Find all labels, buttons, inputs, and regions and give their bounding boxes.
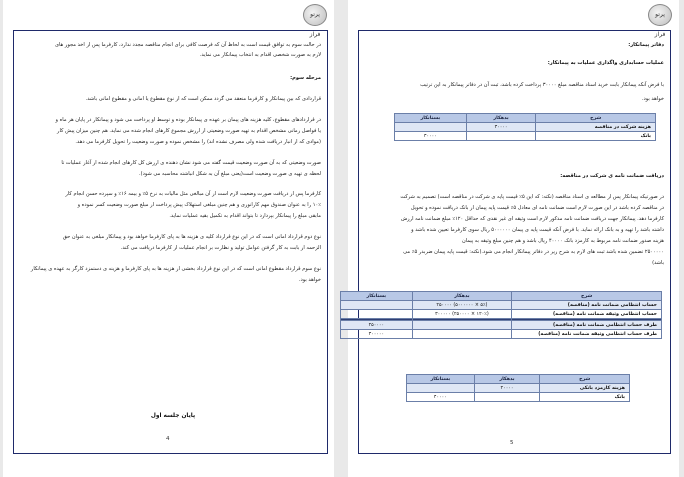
section-heading: دریافت ضمانت نامه ی شرکت در مناقصه: xyxy=(560,173,664,179)
paragraph-line: لازم به صورت شخصی اقدام به انتخاب پیمانکار می نماید. xyxy=(199,52,321,58)
left-page xyxy=(3,0,334,477)
table-cell xyxy=(474,393,540,402)
table-row xyxy=(407,393,630,402)
table-cell: طرف حساب انتظامی ضمانت نامه (مناقصه) xyxy=(512,321,662,330)
journal-table-2 xyxy=(340,291,662,339)
paragraph-line: هزینه صدور ضمانت نامه مربوط به کارمزد بانک ۴۰۰۰۰ ریال باشد و هم چنین مبلغ وثیقه به پیمان xyxy=(461,238,664,244)
table-header: بستانکار xyxy=(395,114,467,123)
paragraph-line: در مناقصه کرده باشد در این صورت لازم است ضمانت نامه ای معادل ۵٪ قیمت پایه پیمان از بانک دریافت نموده و تحویل xyxy=(410,205,664,211)
paragraph-line: در صورتیکه پیمانکار پس از مطالعه ی اسناد مناقصه (نکته: که این ۵٪ قیمت پایه ی شرکت در مناقصه است) تصمیم به شرکت xyxy=(400,194,664,200)
paragraph-line: (موادی که از انبار دریافت شده ولی مصرف نشده اند) را مشخص نموده و صورت وضعیت را تحویل کارفرما می دهد. xyxy=(75,139,321,145)
paragraph-line: یا فواصل زمانی مشخص اقدام به تهیه صورت وضعیتی از ارزش مجموع کارهای انجام شده می نماید. هم چنین میزان پیش کار xyxy=(57,128,321,134)
table-cell: (۱۲۰٪ × ۲۵۰۰۰۰) ۳۰۰۰۰۰ xyxy=(412,310,512,319)
table-header: بدهکار xyxy=(474,375,540,384)
paragraph-line: در حالت سوم به توافق قیمت است به لحاظ آن که فرصت کافی برای انجام مناقصه مجدد ندارد، کارفرما پس از اخذ مجوز های xyxy=(55,42,321,48)
table-cell: ۴۰۰۰۰ xyxy=(407,393,475,402)
table-cell: طرف حساب انتظامی وثیقه ضمانت نامه (مناقصه) xyxy=(512,330,662,339)
table-cell: حساب انتظامی ضمانت نامه (مناقصه) xyxy=(512,301,662,310)
section-heading: عملیات حسابداری واگذاری عملیات به پیمانکار: xyxy=(547,60,664,66)
session-end-title: پایان جلسه اول xyxy=(150,413,196,419)
logo-icon: پرتو فراز xyxy=(303,4,327,26)
paragraph-line: الزحمه از بابت به کار گرفتن عوامل تولید و نظارت بر انجام عملیات از کارفرما دریافت می کند. xyxy=(120,245,321,251)
table-header: بستانکار xyxy=(407,375,475,384)
paragraph-line: قراردادی که بین پیمانکار و کارفرما منعقد می گردد ممکن است که از نوع مقطوع یا امانی و مقطوع امانی باشد. xyxy=(85,96,321,102)
section-heading: مرحله سوم: xyxy=(290,75,321,81)
table-cell xyxy=(407,384,475,393)
paragraph-line: نوع سوم قرارداد مقطوع امانی است که در این نوع قرارداد بخشی از هزینه ها به پای کارفرما و هزینه ی دستمزد کارگر به عهده ی پیمانکار xyxy=(30,266,321,272)
table-cell: ۲۵۰۰۰۰ xyxy=(341,321,413,330)
table-header: بستانکار xyxy=(341,292,413,301)
table-cell: حساب انتظامی وثیقه ضمانت نامه (مناقصه) xyxy=(512,310,662,319)
table-cell: بانک xyxy=(536,132,656,141)
paragraph-line: کارفرما پس از دریافت صورت وضعیت لازم است از آن مبالغی مثل مالیات به نرخ ۵٪ و بیمه ۱۶٪ و سپرده حسن انجام کار xyxy=(65,191,321,197)
table-header: بدهکار xyxy=(466,114,536,123)
table-header: شرح xyxy=(512,292,662,301)
table-cell: ۳۰۰۰۰ xyxy=(395,132,467,141)
table-header: شرح xyxy=(540,375,630,384)
paragraph-line: داشته باشد را تهیه و به بانک ارائه نماید. با فرض آنکه قیمت پایه ی پیمان ۵۰۰۰۰۰۰ ریال سوی کارفرما تعیین شده باشد و xyxy=(411,227,664,233)
paragraph-line: نوع دوم قرارداد امانی است که در این نوع قرارداد کلیه ی هزینه ها به پای کارفرما خواهد بود و پیمانکار مبلغی به عنوان حق xyxy=(62,234,321,240)
table-cell xyxy=(412,321,512,330)
right-page xyxy=(348,0,679,477)
page-number: 4 xyxy=(166,436,170,442)
paragraph-line: در قراردادهای مقطوع، کلیه هزینه های پیمان بر عهده ی پیمانکار بوده و توسط او پرداخت می شود و پیمانکار در پایان هر ماه و xyxy=(55,117,321,123)
table-cell xyxy=(412,330,512,339)
paragraph-line: با فرض آنکه پیمانکار بابت خرید اسناد مناقصه مبلغ ۳۰۰۰۰ پرداخت کرده باشد، ثبت آن در دفاتر پیمانکار به این ترتیب xyxy=(420,82,664,88)
logo-icon: پرتو فراز xyxy=(648,4,672,26)
paragraph-line: باشد) xyxy=(652,260,664,266)
section-heading: دفاتر پیمانکار: xyxy=(628,42,664,48)
table-row xyxy=(341,330,662,339)
table-row xyxy=(395,132,656,141)
page-number: 5 xyxy=(510,440,514,446)
table-cell: ۳۰۰۰۰ xyxy=(466,123,536,132)
paragraph-line: ۲۵۰۰۰۰۰ تضمین شده باشد ثبت های لازم به شرح زیر در دفاتر پیمانکار انجام می شود.(نکته: قیمت پایه پیمان ضربدر ۵٪ می xyxy=(403,249,664,255)
paragraph-line: خواهد بود. xyxy=(641,96,664,102)
table-cell xyxy=(395,123,467,132)
paragraph-line: خواهد بود. xyxy=(298,277,321,283)
table-row xyxy=(407,384,630,393)
table-cell: (۵٪ × ۵۰۰۰۰۰۰) ۲۵۰۰۰۰ xyxy=(412,301,512,310)
paragraph-line: مابقی مبلغ را پیمانکار بپردازد تا بتواند اقدام به تکمیل بقیه عملیات نماید. xyxy=(169,213,321,219)
table-cell: هزینه کارمزد بانکی xyxy=(540,384,630,393)
table-row xyxy=(341,321,662,330)
paragraph-line: لحظه ی تهیه ی صورت وضعیت است(یعنی مبلغ آن به شکل انباشته محاسبه می شود). xyxy=(139,171,321,177)
table-cell: ۴۰۰۰۰ xyxy=(474,384,540,393)
table-cell: هزینه شرکت در مناقصه xyxy=(536,123,656,132)
table-header: شرح xyxy=(536,114,656,123)
journal-table-1 xyxy=(394,113,656,141)
paragraph-line: صورت وضعیتی که به آن صورت وضعیت قیمت گفته می شود نشان دهنده ی ارزش کل کارهای انجام شده از آغاز عملیات تا xyxy=(61,160,321,166)
journal-table-3 xyxy=(406,374,630,402)
table-row xyxy=(341,301,662,310)
table-cell: بانک xyxy=(540,393,630,402)
paragraph-line: ۱۰٪ را به عنوان صندوق مهم کارانوزی و هم چنین مبلغی استهلاک پیش پرداخت از مبلغ صورت وضعیت کسر نموده و xyxy=(77,202,321,208)
table-cell xyxy=(466,132,536,141)
table-row xyxy=(395,123,656,132)
table-cell: ۳۰۰۰۰۰ xyxy=(341,330,413,339)
paragraph-line: کارفرما دهد. پیمانکار جهت دریافت ضمانت نامه مذکور لازم است وثیقه ای غیر نقدی که حداقل ۱۲۰٪ مبلغ ضمانت نامه ارزش xyxy=(400,216,664,222)
table-cell xyxy=(341,310,413,319)
table-cell xyxy=(341,301,413,310)
table-header: بدهکار xyxy=(412,292,512,301)
table-row xyxy=(341,310,662,319)
